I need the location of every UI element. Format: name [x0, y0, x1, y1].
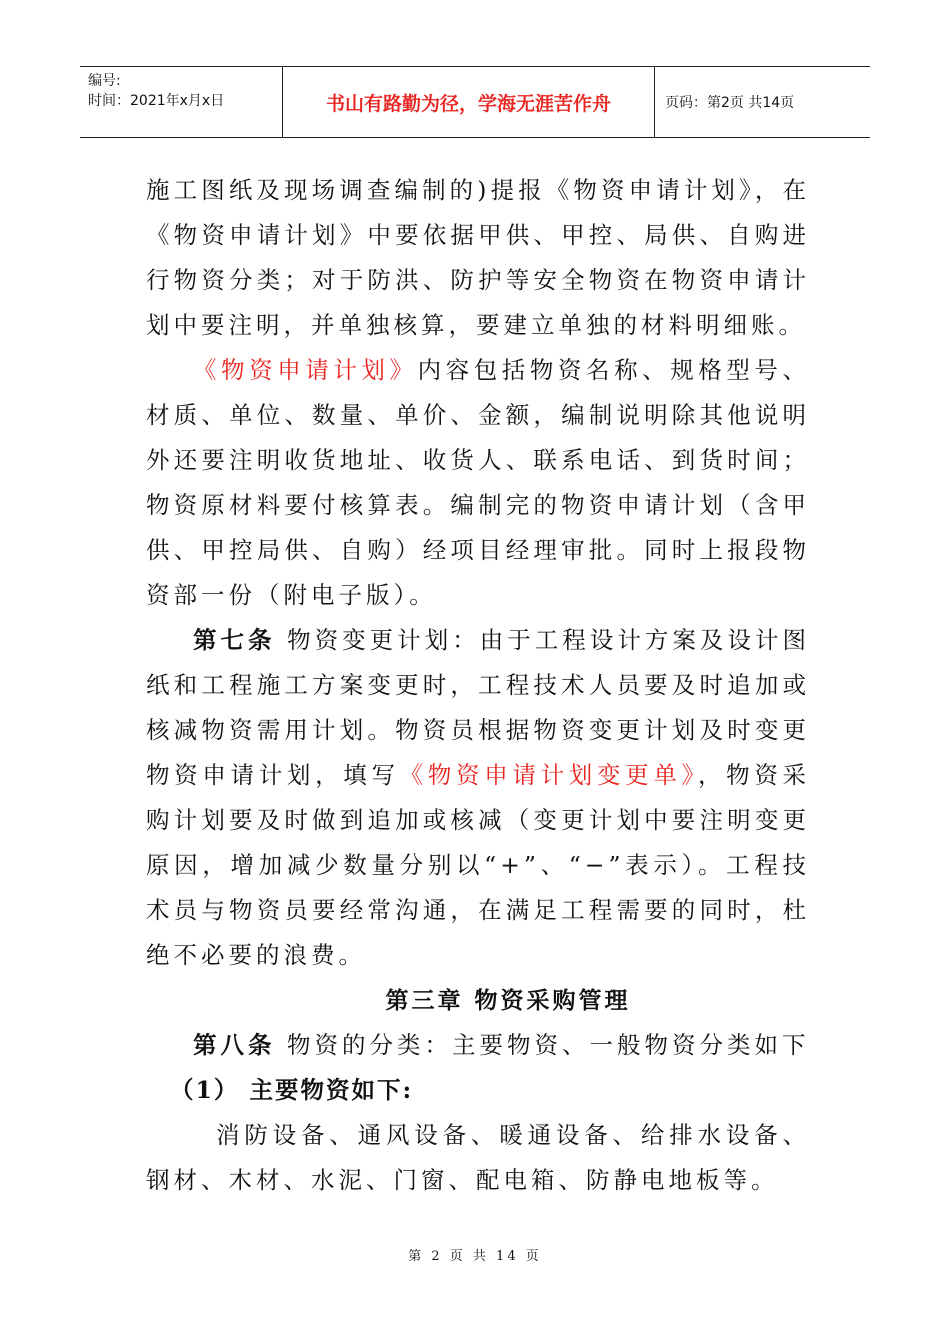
header-motto: 书山有路勤为径，学海无涯苦作舟 [283, 67, 655, 137]
article-8 [146, 1023, 810, 1068]
header-page-label: 页码：第2页 共14页 [665, 95, 795, 111]
paragraph-main-materials: 消防设备、通风设备、暖通设备、给排水设备、钢材、木材、水泥、门窗、配电箱、防静电地板等。 [146, 1121, 810, 1194]
date-label: 时间：2021年x月x日 [88, 93, 225, 109]
change-form-title-red: 《物资申请计划变更单》 [399, 761, 698, 789]
page-header [80, 66, 870, 138]
header-meta [80, 67, 283, 137]
paragraph-1: 施工图纸及现场调查编制的)提报《物资申请计划》，在《物资申请计划》中要依据甲供、甲控、局供、自购进行物资分类；对于防洪、防护等安全物资在物资申请计划中要注明，并单独核算，要建立单独的材料明细账。 [146, 176, 810, 339]
document-body [146, 168, 810, 1203]
article-7 [146, 618, 810, 978]
page-footer: 第 2 页 共 14 页 [408, 1249, 542, 1264]
article-7-text-a: 物资变更计划：由于工程设计方案及设计图纸和工程施工方案变更时，工程技术人员要及时追加或核减物资需用计划。物资员根据物资变更计划及时变更物资申请计划，填写 [146, 626, 810, 789]
chapter-heading: 第三章 物资采购管理 [385, 987, 631, 1014]
paragraph-2 [146, 348, 810, 618]
number-label: 编号: [88, 73, 121, 89]
article-7-heading: 第七条 [193, 626, 276, 654]
article-7-text-b: ，物资采购计划要及时做到追加或核减（变更计划中要注明变更原因，增加减少数量分别以“+”、“−”表示）。工程技术员与物资员要经常沟通，在满足工程需要的同时，杜绝不必要的浪费。 [146, 761, 811, 969]
article-8-heading: 第八条 [193, 1031, 276, 1059]
subheading-main-materials: （1） 主要物资如下: [170, 1076, 414, 1104]
form-title-red: 《物资申请计划》 [193, 356, 418, 384]
article-8-text: 物资的分类：主要物资、一般物资分类如下 [275, 1031, 810, 1059]
paragraph-2-text: 内容包括物资名称、规格型号、材质、单位、数量、单价、金额，编制说明除其他说明外还要注明收货地址、收货人、联系电话、到货时间；物资原材料要付核算表。编制完的物资申请计划（含甲供、甲控局供、自购）经项目经理审批。同时上报段物资部一份（附电子版）。 [146, 356, 811, 609]
